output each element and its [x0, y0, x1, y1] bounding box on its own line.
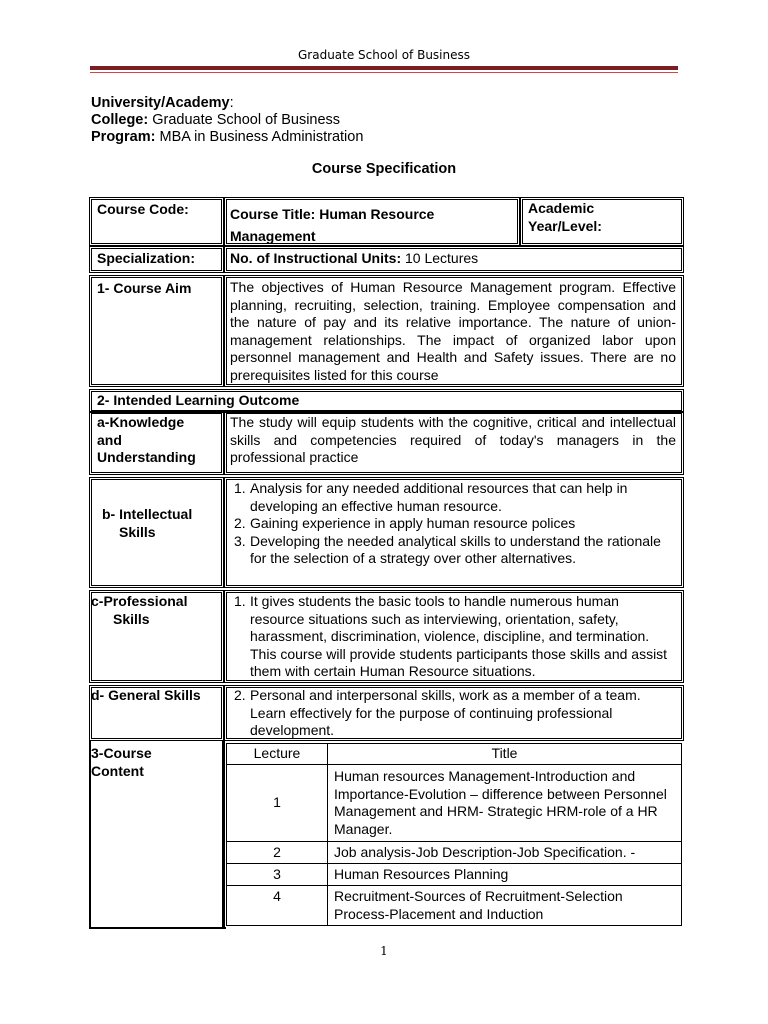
intellectual-skills-list: [230, 480, 676, 568]
professional-label-line-2: Skills: [113, 610, 150, 627]
professional-label-line-1: c-Professional: [91, 593, 188, 609]
header-rule: [90, 66, 678, 70]
course-title: [230, 203, 434, 247]
program-value: MBA in Business Administration: [155, 129, 364, 145]
running-header: Graduate School of Business: [297, 48, 470, 62]
lecture-number: 4: [227, 886, 328, 926]
list-item: [230, 515, 676, 533]
specialization-label: Specialization:: [97, 250, 196, 266]
college-line: [91, 112, 363, 129]
table-row: [227, 842, 682, 864]
academic-level-label: [528, 200, 602, 235]
lecture-number: 3: [227, 864, 328, 886]
header-rule-thin: [90, 72, 678, 73]
professional-skills-label: [91, 593, 187, 628]
list-item-text: It gives students the basic tools to handle numerous human resource situations such as interviewing, orientation, safety, harassment, discrimination, violence, discipline, and termination. This course will provide students participants those skills and assist them with certain Human Resource situations.: [250, 593, 668, 679]
units-value: 10 Lectures: [401, 250, 479, 266]
intellectual-label-line-1: b- Intellectual: [102, 506, 193, 522]
list-item: [230, 480, 676, 515]
lecture-title: Recruitment-Sources of Recruitment-Selection Process-Placement and Induction: [328, 886, 682, 926]
professional-skills-item: [230, 593, 676, 681]
lecture-number: 2: [227, 842, 328, 864]
lecture-title: Human Resources Planning: [328, 864, 682, 886]
university-line: [91, 95, 363, 112]
content-label-line-1: 3-Course: [91, 745, 152, 761]
content-divider: [222, 741, 225, 929]
page-number: 1: [380, 944, 388, 958]
list-item-text: Gaining experience in apply human resource polices: [250, 515, 576, 531]
lecture-title: Job analysis-Job Description-Job Specification. -: [328, 842, 682, 864]
list-item-text: Personal and interpersonal skills, work as a member of a team. Learn effectively for the purpose of continuing professional development.: [250, 687, 641, 738]
lecture-number: 1: [227, 765, 328, 842]
college-value: Graduate School of Business: [148, 112, 341, 128]
list-item-number: 1.: [234, 593, 246, 609]
university-label: University/Academy: [91, 95, 230, 111]
table-row: [227, 864, 682, 886]
table-row: [227, 886, 682, 926]
intellectual-skills-label: [102, 506, 192, 541]
course-content-table: [226, 743, 682, 926]
title-header: Title: [328, 744, 682, 765]
list-item-number: 3.: [234, 532, 246, 549]
list-item: [230, 687, 676, 740]
course-title-line-1: Course Title: Human Resource: [230, 206, 435, 222]
lecture-title: Human resources Management-Introduction and Importance-Evolution – difference between Personnel Management and HRM- Strategic HRM-role of a HR Manager.: [328, 765, 682, 842]
program-info: [91, 95, 363, 146]
knowledge-label: [97, 414, 196, 467]
list-item-text: Analysis for any needed additional resources that can help in developing an effective human resource.: [250, 480, 628, 514]
knowledge-text: The study will equip students with the cognitive, critical and intellectual skills and competencies required of today's managers in the professional practice: [230, 414, 676, 465]
units-label: No. of Instructional Units:: [230, 250, 402, 266]
page-title: Course Specification: [311, 161, 457, 177]
course-code-label: Course Code:: [97, 201, 189, 217]
lecture-header: Lecture: [227, 744, 328, 765]
content-label-line-2: Content: [91, 762, 144, 779]
university-separator: :: [229, 95, 234, 111]
intellectual-label-line-2: Skills: [119, 523, 156, 540]
general-skills-label: d- General Skills: [91, 687, 201, 703]
list-item: [230, 593, 676, 681]
knowledge-label-line-1: a-Knowledge: [97, 414, 185, 430]
table-header-row: [227, 744, 682, 765]
content-bottom-border: [89, 927, 226, 929]
academic-line-1: Academic: [528, 200, 595, 216]
list-item: [230, 533, 676, 568]
college-label: College:: [91, 112, 149, 128]
academic-line-2: Year/Level:: [528, 217, 602, 234]
list-item-number: 2.: [234, 687, 246, 703]
course-aim-text: The objectives of Human Resource Management program. Effective planning, recruiting, selection, training. Employee compensation and the nature of pay and its relative importance. The nature of union-management relationships. The impact of organized labor upon personnel management and Health and Safety issues. There are no prerequisites listed for this course: [230, 279, 676, 383]
program-line: [91, 129, 363, 146]
knowledge-label-line-2: and: [97, 431, 122, 448]
knowledge-label-line-3: Understanding: [97, 449, 196, 465]
course-aim-label: 1- Course Aim: [97, 280, 192, 296]
list-item-number: 2.: [234, 515, 246, 531]
table-row: [227, 765, 682, 842]
list-item-number: 1.: [234, 480, 246, 496]
course-content-label: [91, 745, 152, 780]
list-item-text: Developing the needed analytical skills to understand the rationale for the selection of a strategy over other alternatives.: [250, 532, 661, 566]
course-title-line-2: Management: [230, 228, 316, 244]
ilo-heading: 2- Intended Learning Outcome: [97, 392, 300, 408]
general-skills-item: [230, 687, 676, 740]
program-label: Program:: [91, 129, 156, 145]
instructional-units: [230, 250, 478, 268]
